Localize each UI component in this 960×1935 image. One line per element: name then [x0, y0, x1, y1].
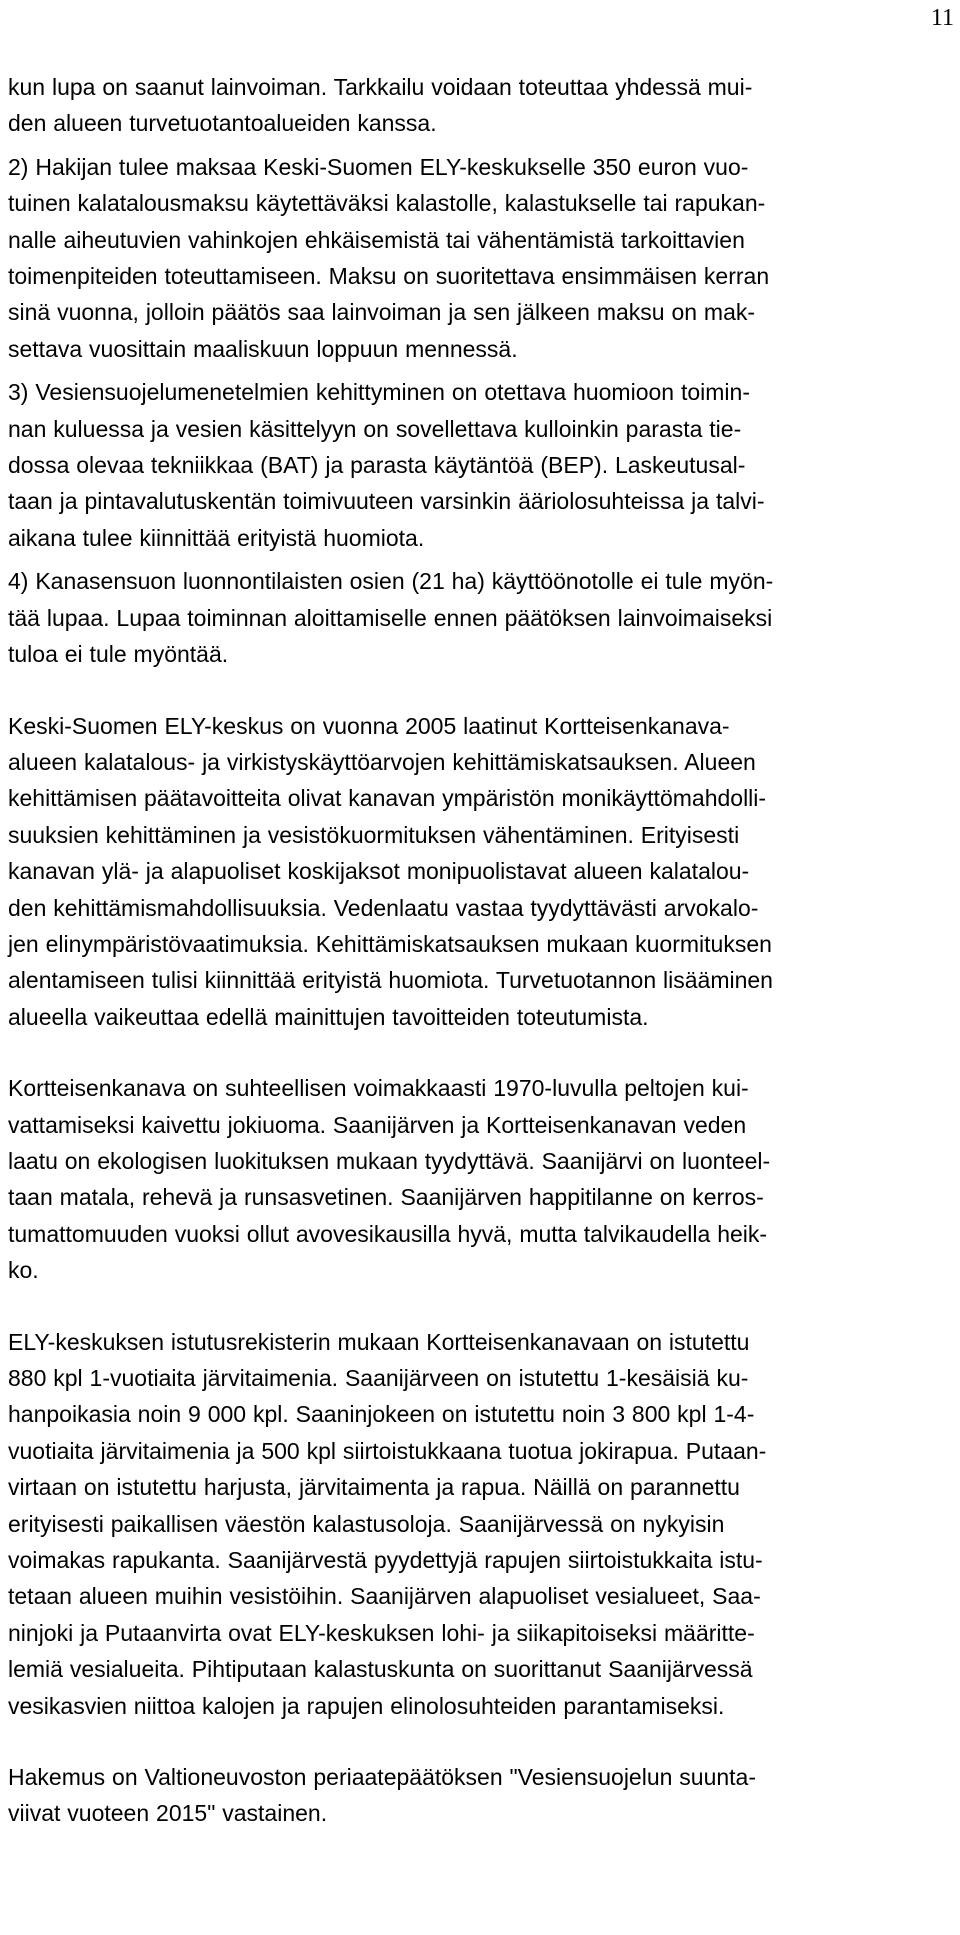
- page-number: 11: [930, 5, 954, 31]
- paragraph-permit-monitoring: kun lupa on saanut lainvoiman. Tarkkailu voidaan toteuttaa yhdessä mui- den alueen turvetuotantoalueiden kanssa.: [8, 74, 753, 137]
- paragraph-kortteisenkanava: Kortteisenkanava on suhteellisen voimakkaasti 1970-luvulla peltojen kui- vattamiseksi kaivettu jokiuoma. Saanijärven ja Kortteisenkanavan veden laatu on ekologisen luokituksen mukaan tyydyttävä. Saanijärvi on luonteel- taan matala, rehevä ja runsasvetinen. Saanijärven happitilanne on kerros- tumattomuuden vuoksi ollut avovesikausilla hyvä, mutta talvikaudella heik- ko.: [8, 1075, 771, 1284]
- paragraph-condition-2-fishery-fee: 2) Hakijan tulee maksaa Keski-Suomen ELY-keskukselle 350 euron vuo- tuinen kalatalousmaksu käytettäväksi kalastolle, kalastukselle tai rapukan- nalle aiheutuvien vahinkojen ehkäisemistä tai vähentämistä tarkoittavien toimenpiteiden toteuttamiseen. Maksu on suoritettava ensimmäisen kerran sinä vuonna, jolloin päätös saa lainvoiman ja sen jälkeen maksu on mak- settava vuosittain maaliskuun loppuun mennessä.: [8, 153, 770, 362]
- paragraph-government-decision: Hakemus on Valtioneuvoston periaatepäätöksen "Vesiensuojelun suunta- viivat vuoteen 2015" vastainen.: [8, 1764, 757, 1827]
- paragraph-stocking-register: ELY-keskuksen istutusrekisterin mukaan Kortteisenkanavaan on istutettu 880 kpl 1-vuotiaita järvitaimenia. Saanijärveen on istutettu 1-kesäisiä ku- hanpoikasia noin 9 000 kpl. Saaninjokeen on istutettu noin 3 800 kpl 1-4- vuotiaita järvitaimenia ja 500 kpl siirtoistukkaana tuotua jokirapua. Putaan- virtaan on istutettu harjusta, järvitaimenta ja rapua. Näillä on parannettu erityisesti paikallisen väestön kalastusoloja. Saanijärvessä on nykyisin voimakas rapukanta. Saanijärvestä pyydettyjä rapujen siirtoistukkaita istu- tetaan alueen muihin vesistöihin. Saanijärven alapuoliset vesialueet, Saa- ninjoki ja Putaanvirta ovat ELY-keskuksen lohi- ja siikapitoiseksi määritte- lemiä vesialueita. Pihtiputaan kalastuskunta on suorittanut Saanijärvessä vesikasvien niittoa kalojen ja rapujen elinolosuhteiden parantamiseksi.: [8, 1328, 767, 1719]
- paragraph-spacer: [8, 142, 932, 149]
- paragraph-spacer: [8, 367, 932, 374]
- paragraph-spacer: [8, 673, 932, 708]
- paragraph-condition-3-water-protection: 3) Vesiensuojelumenetelmien kehittyminen on otettava huomioon toimin- nan kuluessa ja vesien käsittelyyn on sovellettava kulloinkin parasta tie- dossa olevaa tekniikkaa (BAT) ja parasta käytäntöä (BEP). Laskeutusal- taan ja pintavalutuskentän toimivuuteen varsinkin ääriolosuhteissa ja talvi- aikana tulee kiinnittää erityistä huomiota.: [8, 379, 765, 551]
- paragraph-spacer: [8, 1724, 932, 1759]
- paragraph-development-review: Keski-Suomen ELY-keskus on vuonna 2005 laatinut Kortteisenkanava- alueen kalatalous- ja virkistyskäyttöarvojen kehittämiskatsauksen. Alueen kehittämisen päätavoitteita olivat kanavan ympäristön monikäyttömahdolli- suuksien kehittäminen ja vesistökuormituksen vähentäminen. Erityisesti kanavan ylä- ja alapuoliset koskijaksot monipuolistavat alueen kalatalou- den kehittämismahdollisuuksia. Vedenlaatu vastaa tyydyttävästi arvokalo- jen elinympäristövaatimuksia. Kehittämiskatsauksen mukaan kuormituksen alentamiseen tulisi kiinnittää erityistä huomiota. Turvetuotannon lisääminen alueella vaikeuttaa edellä mainittujen tavoitteiden toteutumista.: [8, 712, 773, 1030]
- paragraph-condition-4-kanasensuo: 4) Kanasensuon luonnontilaisten osien (21 ha) käyttöönotolle ei tule myön- tää lupaa. Lupaa toiminnan aloittamiselle ennen päätöksen lainvoimaiseksi tuloa ei tule myöntää.: [8, 568, 774, 668]
- document-body: [8, 69, 932, 1832]
- paragraph-spacer: [8, 1035, 932, 1070]
- paragraph-spacer: [8, 1289, 932, 1324]
- paragraph-spacer: [8, 556, 932, 563]
